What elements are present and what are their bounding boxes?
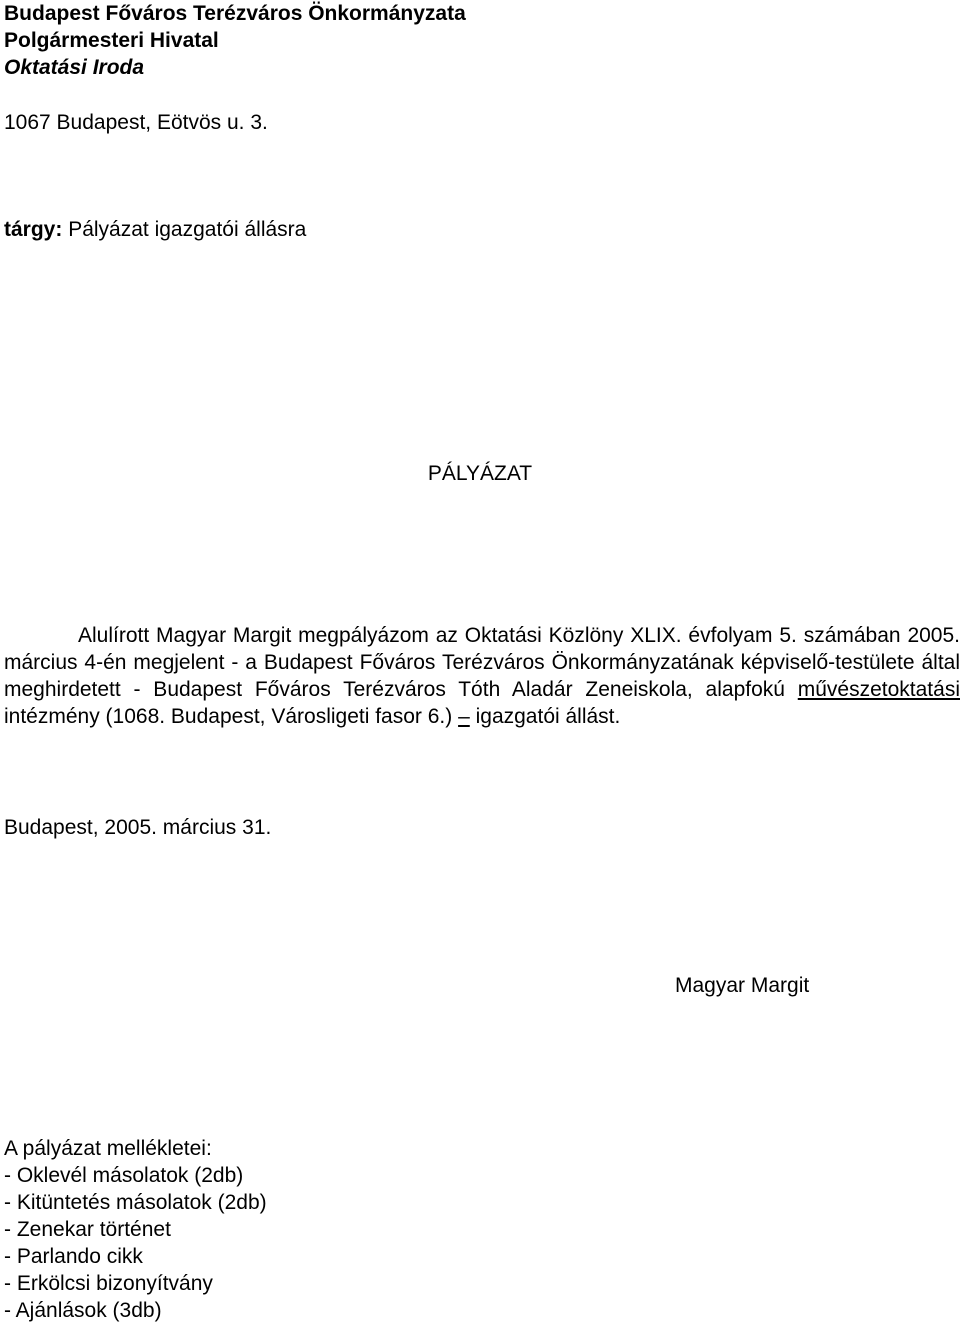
subject-line bbox=[4, 216, 306, 243]
sender-block bbox=[4, 0, 466, 81]
attachment-item: - Oklevél másolatok (2db) bbox=[4, 1164, 244, 1187]
attachment-item: - Kitüntetés másolatok (2db) bbox=[4, 1191, 267, 1214]
attachment-item: - Ajánlások (3db) bbox=[4, 1299, 162, 1322]
body-part-3: igazgatói állást. bbox=[469, 705, 621, 728]
application-body bbox=[4, 622, 960, 730]
signature-name: Magyar Margit bbox=[675, 974, 810, 997]
body-part-1: Alulírott Magyar Margit megpályázom az Oktatási Közlöny XLIX. évfolyam 5. számában 2005. március 4-én megjelent - a Budapest Főváros Terézváros Önkormányzatának képviselő-testülete által meghirdetett - Budapest Főváros Terézváros Tóth Aladár Zeneiskola, alapfokú bbox=[4, 624, 960, 701]
body-part-2: intézmény (1068. Budapest, Városligeti fasor 6.) bbox=[4, 705, 459, 728]
date-line: Budapest, 2005. március 31. bbox=[4, 816, 272, 839]
body-underlined-word: művészetoktatási bbox=[797, 678, 960, 701]
attachment-item: - Zenekar történet bbox=[4, 1218, 171, 1241]
sender-organization: Budapest Főváros Terézváros Önkormányzata bbox=[4, 2, 466, 25]
sender-office: Polgármesteri Hivatal bbox=[4, 29, 219, 52]
attachments-heading: A pályázat mellékletei: bbox=[4, 1137, 212, 1160]
subject-text: Pályázat igazgatói állásra bbox=[62, 218, 307, 241]
attachment-item: - Erkölcsi bizonyítvány bbox=[4, 1272, 213, 1295]
attachments-list bbox=[4, 1135, 267, 1324]
document-title: PÁLYÁZAT bbox=[427, 462, 533, 485]
body-dash: – bbox=[458, 705, 470, 728]
attachment-item: - Parlando cikk bbox=[4, 1245, 143, 1268]
subject-label: tárgy: bbox=[4, 218, 63, 241]
sender-department: Oktatási Iroda bbox=[4, 56, 145, 79]
sender-address: 1067 Budapest, Eötvös u. 3. bbox=[4, 111, 268, 134]
